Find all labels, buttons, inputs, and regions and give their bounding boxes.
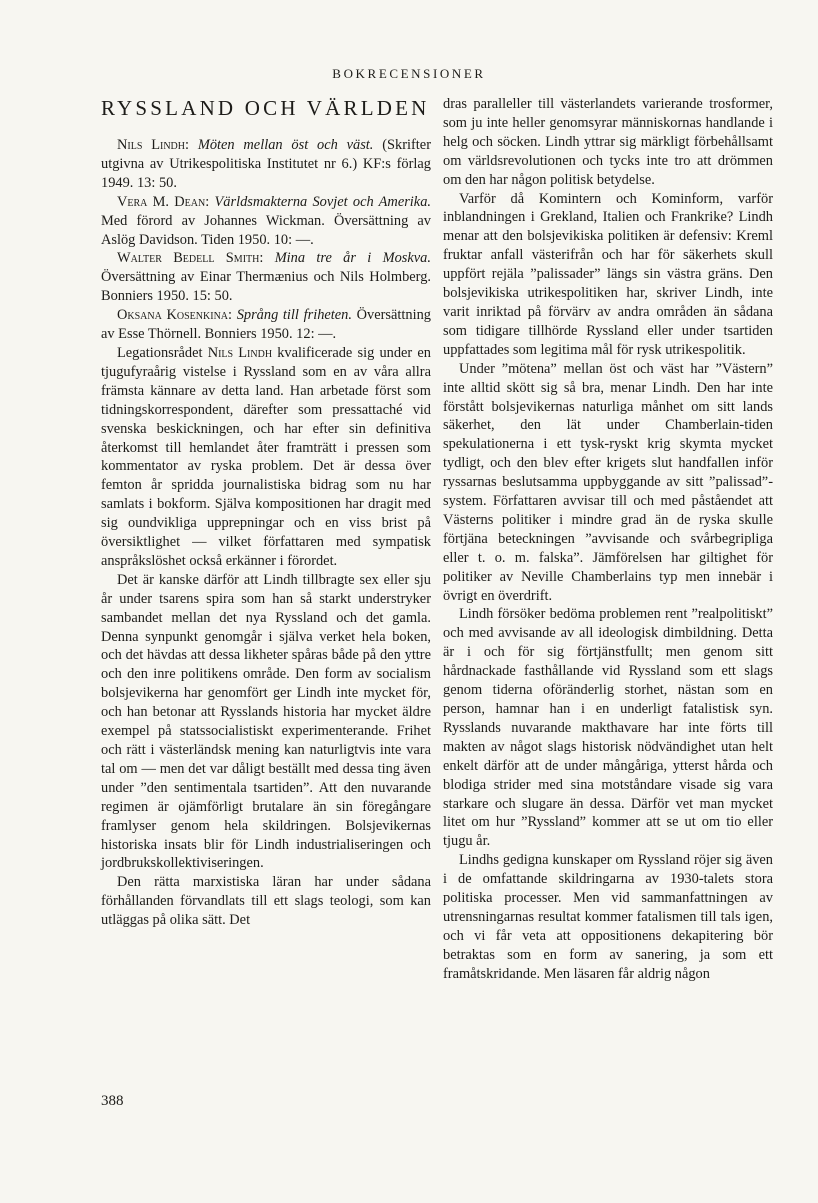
body-paragraph: Varför då Komintern och Kominform, varför inblandningen i Grekland, Italien och Frankrike? Lindh menar att den bolsjevikiska politiken är defensiv: Kreml fruktar anfall västerifrån och har för säkerhets skull uppfört rejäla ”palissader” längs sin västra gräns. Den bolsjevikiska utrikespolitiken har, skriver Lindh, inte varit inriktad på förvärv av andra områden än sådana som tidigare tillhörde Ryssland eller under tsartiden uppfattades som legitima mål för rysk utrikespolitik.: [443, 190, 773, 358]
left-column: [101, 96, 431, 930]
book-title: Mina tre år i Moskva.: [274, 250, 431, 267]
book-entry: Walter Bedell Smith: Mina tre år i Moskva. Översättning av Einar Thermænius och Nils Holmberg. Bonniers 1950. 15: 50.: [101, 250, 431, 305]
book-title: Världsmakterna Sovjet och Amerika.: [214, 193, 431, 210]
book-entry: Vera M. Dean: Världsmakterna Sovjet och Amerika. Med förord av Johannes Wickman. Översättning av Aslög Davidson. Tiden 1950. 10: —.: [101, 193, 431, 248]
book-details: Översättning av Esse Thörnell. Bonniers 1950. 12: —.: [101, 307, 431, 343]
body-paragraph: Lindh försöker bedöma problemen rent ”realpolitiskt” och med avvisande av all ideologisk dimbildning. Detta är i och för sig förtjänstfullt; men genom sitt hårdnackade fasthållande vid Ryssland som ett slags genom tiderna oföränderlig storhet, nästan som en person, hamnar han i en underligt fatalistisk syn. Rysslands nuvarande makthavare har inte förts till makten av något slags historisk nödvändighet utan helt enkelt därför att de under mångåriga, ytterst hårda och blodiga strider med sina motståndare visade sig vara starkare och slugare än dessa. Därför vet man mycket litet om hur ”Ryssland” kommer att se ut om tio eller tjugu år.: [443, 606, 773, 850]
book-author: Nils Lindh: [117, 137, 185, 153]
body-paragraph: Under ”mötena” mellan öst och väst har ”Västern” inte alltid skött sig så bra, menar Lindh. Den har inte förstått bolsjevikernas naturliga månhet om sitt lands säkerhet, den lät under Chamberlain-tiden spekulationerna i ett tysk-ryskt krig skymta mycket tydligt, och den blev efter krigets slut handfallen inför ryssarnas beslutsamma uppbyggande av sitt ”palissad”-system. Författaren avvisar till och med påståendet att Västerns politiker i mindre grad än de ryska skulle förtjäna beteckningen ”avvisande och svårbegripliga eller t. o. m. falska”. Jämförelsen har giltighet för politiker av Neville Chamberlains typ men innebär i övrigt en överdrift.: [443, 360, 773, 604]
running-head: BOKRECENSIONER: [332, 66, 486, 81]
book-details: (Skrifter utgivna av Utrikespolitiska Institutet nr 6.) KF:s förlag 1949. 13: 50.: [101, 137, 431, 191]
body-paragraph: Det är kanske därför att Lindh tillbragte sex eller sju år under tsarens spira som han så starkt understryker sambandet mellan det nya Ryssland och det gamla. Denna synpunkt genomgår i själva verket hela boken, och det hävdas att dessa likheter spåras både på den yttre och den inre politikens område. Den form av socialism bolsjevikerna har genomfört ger Lindh inte mycket för, och han betonar att Rysslands historia har mycket äldre exempel på statssocialistiskt experimenterande. Frihet och rätt i västerländsk mening kan naturligtvis inte vara tal om — men det var dåligt beställt med dessa ting även under ”den sentimentala tsartiden”. Att den nuvarande regimen är ojämförligt brutalare än sin föregångare framlyser genom hela skildringen. Bolsjevikernas historiska insats blir för Lindh industrialiseringen och jordbrukskollektiviseringen.: [101, 571, 431, 872]
book-author: Oksana Kosenkina: [117, 307, 229, 324]
right-column: [443, 95, 773, 984]
body-paragraph: dras paralleller till västerlandets varierande trosformer, som ju inte heller genomsyrar människornas handlande i helg och söcken. Lindh yttrar sig märkligt förbehållsamt om världsrevolutionen och tycks inte tro att drömmen om den har någon politisk betydelse.: [443, 96, 773, 188]
book-details: Översättning av Einar Thermænius och Nils Holmberg. Bonniers 1950. 15: 50.: [101, 269, 431, 305]
paragraph-lead: Legationsrådet: [117, 344, 203, 361]
book-title: Språng till friheten.: [236, 307, 352, 324]
body-paragraph: [101, 344, 431, 571]
book-entry: Nils Lindh: Möten mellan öst och väst. (Skrifter utgivna av Utrikespolitiska Institutet nr 6.) KF:s förlag 1949. 13: 50.: [101, 137, 431, 191]
author-name: Nils Lindh: [207, 344, 273, 361]
book-author: Walter Bedell Smith: [117, 250, 260, 267]
article-title: RYSSLAND OCH VÄRLDEN: [101, 96, 430, 120]
book-title: Möten mellan öst och väst.: [197, 137, 374, 153]
page-number: 388: [101, 1093, 124, 1109]
body-paragraph: Den rätta marxistiska läran har under sådana förhållanden förvandlats till ett slags teologi, som kan utläggas på olika sätt. Det: [101, 874, 431, 929]
book-entry: Oksana Kosenkina: Språng till friheten. Översättning av Esse Thörnell. Bonniers 1950. 12: —.: [101, 307, 431, 343]
paragraph-text: kvalificerade sig under en tjugufyraårig vistelse i Ryssland som en av våra allra främsta kännare av detta land. Han arbetade först som tidningskorrespondent, därefter som pressattaché vid svenska beskickningen, och har efter sin definitiva återkomst till hemlandet åter framträtt i pressen som kommentator av ryska problem. Det är dessa över femton år spridda journalistiska bidrag som nu har samlats i bokform. Själva kompositionen har dragit med sig oundvikliga upprepningar och en viss brist på översiktlighet — vilket författaren med sympatisk anspråkslöshet också erkänner i förordet.: [101, 344, 431, 569]
book-details: Med förord av Johannes Wickman. Översättning av Aslög Davidson. Tiden 1950. 10: —.: [101, 212, 431, 248]
body-paragraph: Lindhs gedigna kunskaper om Ryssland röjer sig även i de omfattande skildringarna av 1930-talets stora politiska processer. Men vid sammanfattningen av utrensningarnas resultat kommer fatalismen till tals igen, och vi får veta att oppositionens dekapitering bör betraktas som en form av sanering, ja som ett framåtskridande. Men läsaren får aldrig någon: [443, 852, 773, 982]
book-author: Vera M. Dean: [117, 193, 206, 210]
